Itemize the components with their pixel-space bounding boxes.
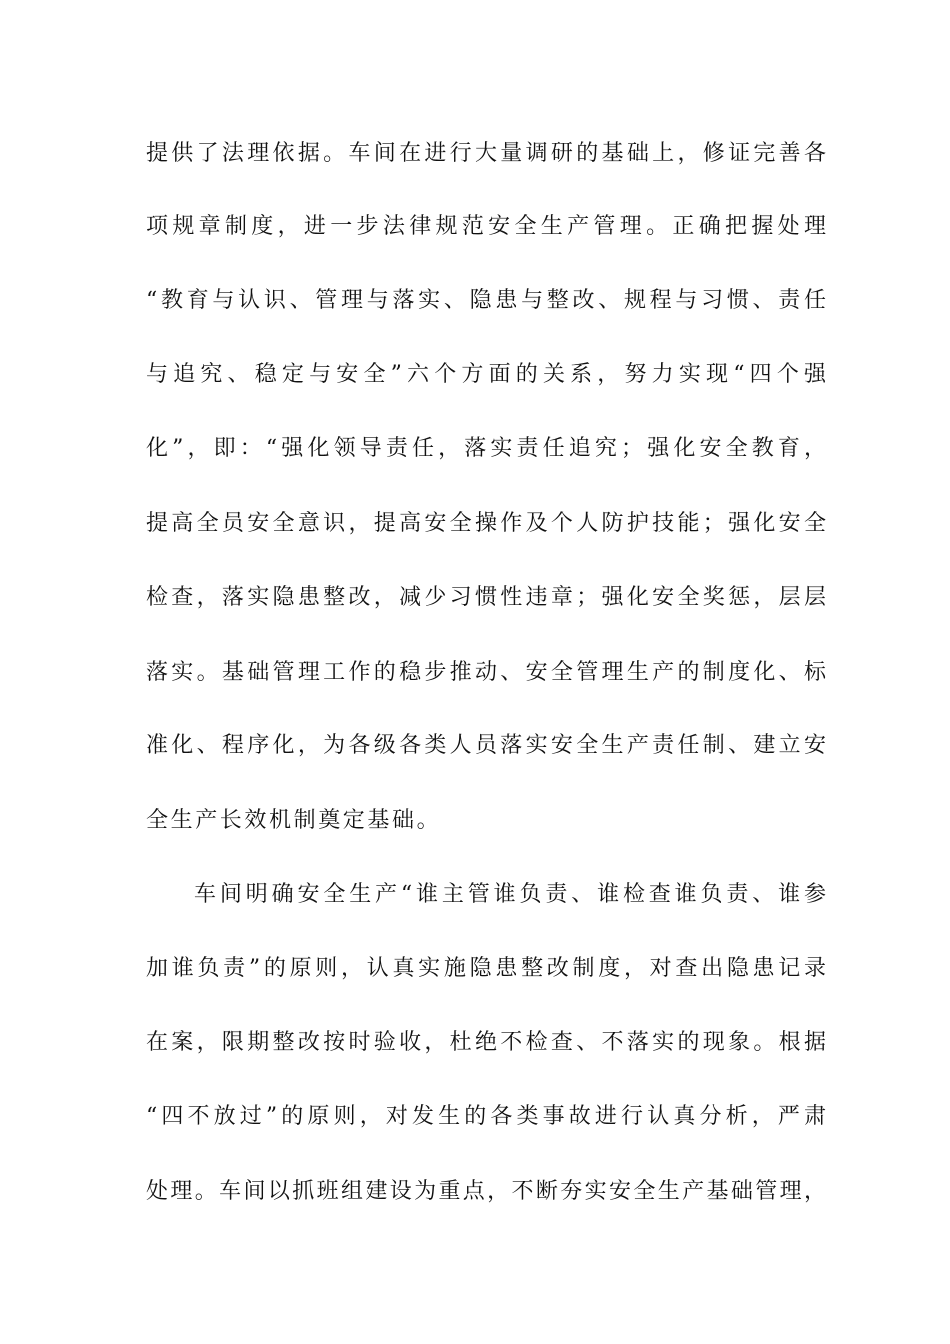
paragraph-line-4: 与追究、稳定与安全”六个方面的关系，努力实现“四个强 xyxy=(146,362,826,387)
paragraph-2-line-2: 加谁负责”的原则，认真实施隐患整改制度，对查出隐患记录 xyxy=(146,956,826,981)
paragraph-line-10: 全生产长效机制奠定基础。 xyxy=(146,808,442,833)
paragraph-line-2: 项规章制度，进一步法律规范安全生产管理。正确把握处理 xyxy=(146,214,826,239)
paragraph-2-line-5: 处理。车间以抓班组建设为重点，不断夯实安全生产基础管理， xyxy=(146,1179,826,1204)
paragraph-line-1: 提供了法理依据。车间在进行大量调研的基础上，修证完善各 xyxy=(146,141,826,166)
paragraph-line-5: 化”，即：“强化领导责任，落实责任追究；强化安全教育， xyxy=(146,436,826,461)
paragraph-2-line-4: “四不放过”的原则，对发生的各类事故进行认真分析，严肃 xyxy=(146,1104,826,1129)
paragraph-line-6: 提高全员安全意识，提高安全操作及个人防护技能；强化安全 xyxy=(146,511,826,536)
paragraph-2-line-3: 在案，限期整改按时验收，杜绝不检查、不落实的现象。根据 xyxy=(146,1030,826,1055)
paragraph-2-line-1: 车间明确安全生产“谁主管谁负责、谁检查谁负责、谁参 xyxy=(194,882,826,907)
paragraph-line-8: 落实。基础管理工作的稳步推动、安全管理生产的制度化、标 xyxy=(146,660,826,685)
paragraph-line-9: 准化、程序化，为各级各类人员落实安全生产责任制、建立安 xyxy=(146,733,826,758)
paragraph-line-7: 检查，落实隐患整改，减少习惯性违章；强化安全奖惩，层层 xyxy=(146,585,826,610)
paragraph-line-3: “教育与认识、管理与落实、隐患与整改、规程与习惯、责任 xyxy=(146,288,826,313)
